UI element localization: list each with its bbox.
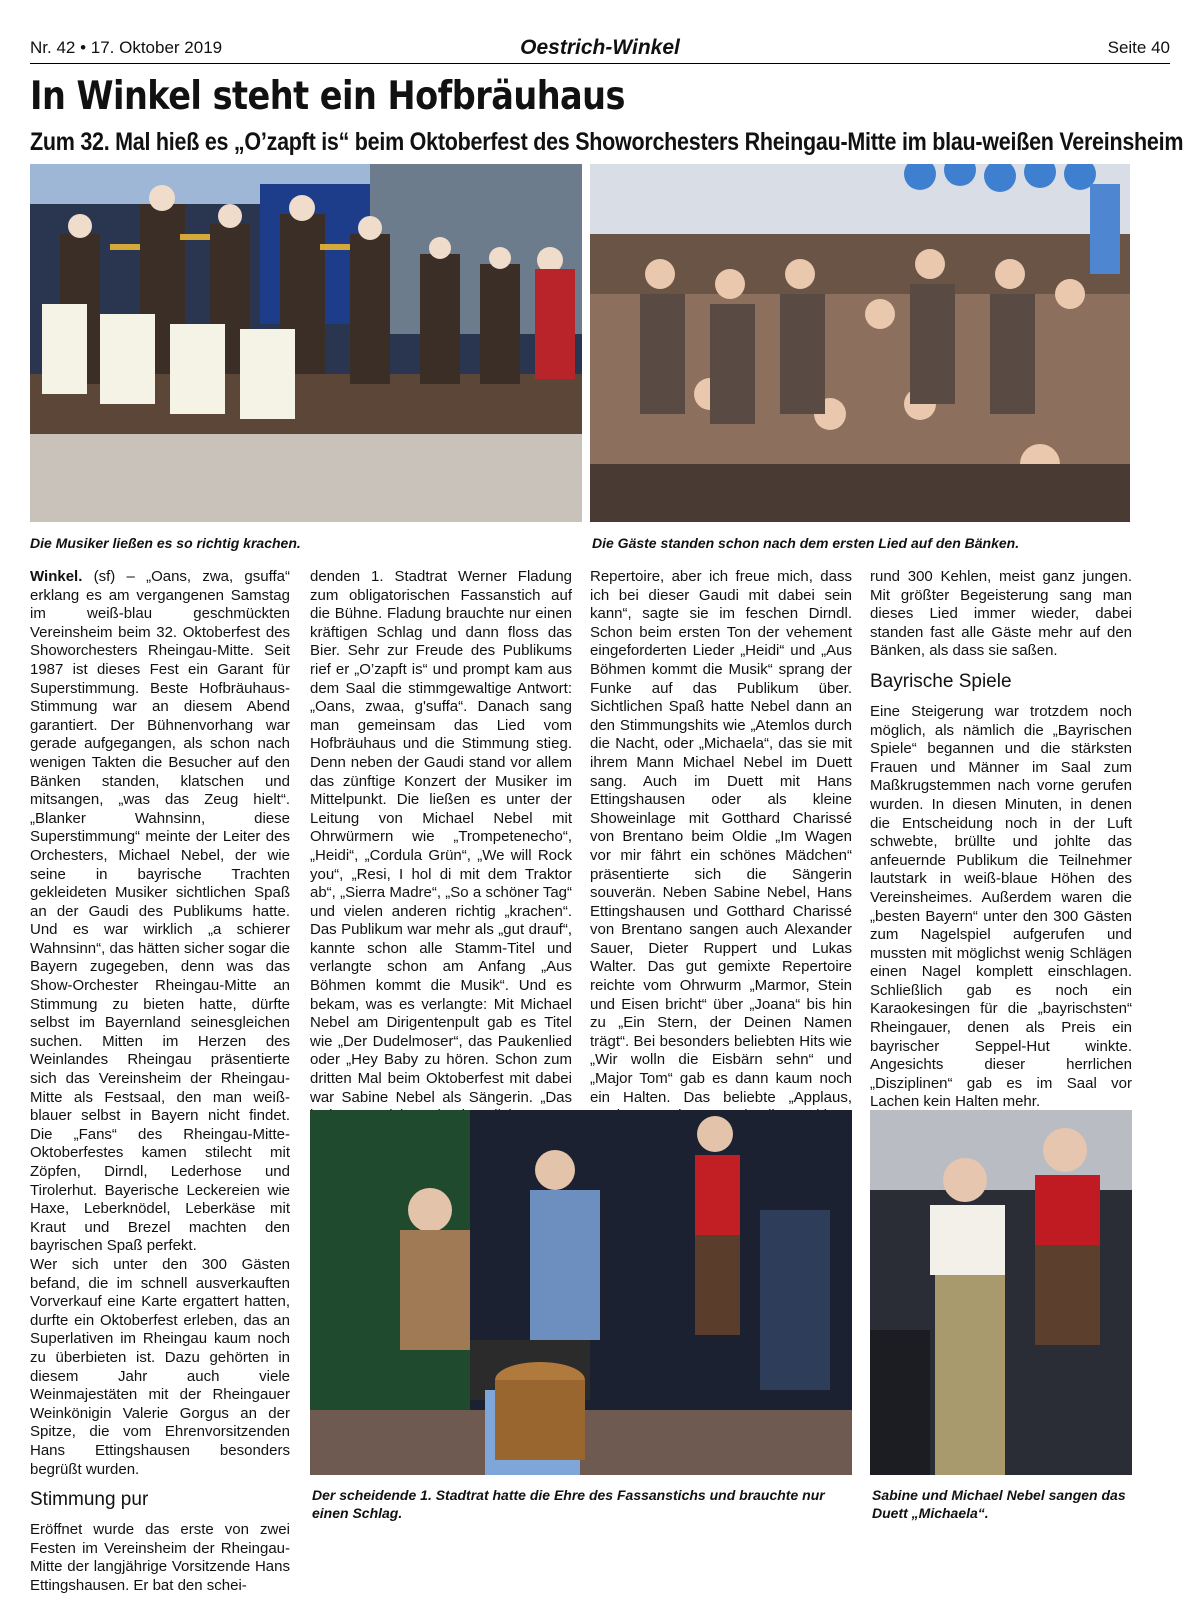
article-column-3 <box>590 568 852 1144</box>
photo-keg-tapping <box>310 1110 852 1475</box>
page-number: Seite 40 <box>1107 38 1170 57</box>
issue-date: Nr. 42 • 17. Oktober 2019 <box>30 38 223 57</box>
subheading-bayrische-spiele: Bayrische Spiele <box>870 670 1012 692</box>
article-column-4 <box>870 568 1132 1112</box>
header-rule <box>30 63 1170 64</box>
caption-photo-keg-tapping: Der scheidende 1. Stadtrat hatte die Ehre des Fassanstichs und brauchte nur einen Schlag. <box>312 1487 825 1521</box>
page-header <box>30 34 1170 64</box>
paragraph: denden 1. Stadtrat Werner Fladung zum obligatorischen Fassanstich auf die Bühne. Fladung brauchte nur einen kräftigen Schlag und dann floss das Bier. Sehr zur Freude des Publikums rief er „O’zapft is“ und prompt kam aus dem Saal die stimmgewaltige Antwort: „Oans, zwaa, g'suffa“. Danach sang man gemeinsam das Lied vom Hofbräuhaus und die Stimmung stieg. Denn neben der Gaudi stand vor allem das zünftige Konzert der Musiker im Mittelpunkt. Die ließen es unter der Leitung von Michael Nebel mit Ohrwürmern wie „Trompetenecho“, „Heidi“, „Cordula Grün“, „We will Rock you“, „Resi, I hol di mit dem Traktor ab“, „Sierra Madre“, „So a schöner Tag“ und vielen anderen richtig „krachen“. Das Publikum war mehr als „gut drauf“, kannte schon alle Stamm-Titel und verlangte schon am Anfang „Aus Böhmen kommt die Musik“. Und es bekam, was es verlangte: Mit Michael Nebel am Dirigentenpult gab es Titel wie „Der Dudelmoser“, das Paukenlied oder „Hey Baby zu hören. Schon zum dritten Mal beim Oktoberfest mit dabei war Sabine Nebel als Sängerin. „Das <box>310 568 572 1106</box>
paragraph: Wer sich unter den 300 Gästen befand, die im schnell ausverkauften Vorverkauf eine Karte ergattert hatten, durfte ein Oktoberfest erleben, das an Superlativen im Rheingau kaum noch zu überbieten ist. Dazu gehörten in diesem Jahr auch viele Weinmajestäten mit der Rheingauer Weinkönigin Valerie Gorgus an der Spitze, die vom Ehrenvorsitzenden Hans Ettingshausen besonders begrüßt wurden. <box>30 1255 290 1478</box>
photo-musicians <box>30 164 582 522</box>
caption-photo-duet: Sabine und Michael Nebel sangen das Duett „Michaela“. <box>872 1487 1126 1521</box>
paragraph: Eine Steigerung war trotzdem noch möglich, als nämlich die „Bayrischen Spiele“ begannen und die stärksten Frauen und Männer im Saal zum Maßkrugstemmen nach vorne gerufen wurden. In diesen Minuten, in denen die Entscheidung noch in der Luft schwebte, brüllte und johlte das anfeuernde Publikum die Teilnehmer lautstark in weiß-blaue Höhen des Vereinsheimes. Außerdem waren die „besten Bayern“ unter den 300 Gästen zum Nagelspiel aufgerufen und mussten mit möglichst wenig Schlägen einen Nagel komplett einschlagen. Schließlich gab es noch ein Karaokesingen für die „bayrischsten“ Rheingauer, denen als Preis ein bayrischer Seppel-Hut winkte. Angesichts dieser herrlichen „Disziplinen“ gab es im Saal vor Lachen kein Halten mehr. <box>870 702 1132 1111</box>
caption-photo-guests: Die Gäste standen schon nach dem ersten Lied auf den Bänken. <box>592 535 1020 551</box>
article-column-2 <box>310 568 572 1126</box>
article-subheadline: Zum 32. Mal hieß es „O’zapft is“ beim Oktoberfest des Showorchesters Rheingau-Mitte im blau-weißen Vereinsheim <box>30 128 1184 156</box>
paragraph: Repertoire, aber ich freue mich, dass ich bei dieser Gaudi mit dabei sein kann“, sagte sie im feschen Dirndl. Schon beim ersten Ton der vehement eingeforderten Lieder „Heidi“ und „Aus Böhmen kommt die Musik“ sprang der Funke auf das Publikum über. Sichtlichen Spaß hatte Nebel dann an den Stimmungshits wie „Atemlos durch die Nacht, oder „Michaela“, das sie mit ihrem Mann Michael Nebel im Duett sang. Auch im Duett mit Hans Ettingshausen oder als kleine Showeinlage mit Gotthard Charissé von Brentano beim Oldie „Im Wagen vor mir fährt ein schönes Mädchen“ präsentierte sich die Sängerin souverän. Neben Sabine Nebel, Hans Ettingshausen und Gotthard Charissé von Brentano sangen auch Alexander Sauer, Dieter Ruppert und Lukas Walter. Das gut gemixte Repertoire reichte vom Ohrwurm „Marmor, Stein und Eisen bricht“ über „Joana“ bis hin zu „Ein Stern, der Deinen Namen trägt“. Bei besonders beliebten Hits wie „Wir wolln die Eisbärn sehn“ und „Major Tom“ gab es dann kaum noch ein Halten. Das beliebte „Applaus, <box>590 568 852 1106</box>
paragraph <box>30 568 290 1256</box>
dateline: Winkel. <box>30 568 83 585</box>
paragraph-text: (sf) – „Oans, zwa, gsuffa“ erklang es am vergangenen Samstag im weiß-blau geschmückten Vereinsheim beim 32. Oktoberfest des Showorchesters Rheingau-Mitte. Seit 1987 ist dieses Fest ein Garant für Superstimmung. Beste Hofbräuhaus-Stimmung war an diesem Abend garantiert. Der Bühnenvorhang war gerade aufgegangen, als schon nach wenigen Takten die Besucher auf den Bänken standen, klatschen und mitsangen, „was das Zeug hielt“. „Blanker Wahnsinn, diese Superstimmung“ meinte der Leiter des Orchesters, Michael Nebel, der wie seine in bayrische Trachten gekleideten Musiker sichtlichen Spaß an der Gaudi des Publikums hatte. Und es war wirklich „a schierer Wahnsinn“, das hätten sicher sogar die Bayern zugegeben, denn was das Show-Orchester Rheingau-Mitte an Stimmung zu bieten hatte, dürfte selbst im Bayernland seinesgleichen suchen. Mitten im Herzen des Weinlandes Rheingau präsentierte sich das Vereinsheim der Rheingau-Mitte als Festsaal, den man weiß-blauer selbst in Bayern nicht findet. Die „Fans“ des Rheingau-Mitte-Oktoberfestes kamen stilecht mit Zöpfen, Dirndl, Lederhose und Tirolerhut. Bayerische Leckereien wie Haxe, Leberknödel, Leberkäse mit Kraut und Brezel machten den bayrischen Spaß perfekt. <box>30 568 290 1255</box>
paragraph: rund 300 Kehlen, meist ganz jungen. Mit größter Begeisterung sang man dieses Lied immer wieder, dabei standen fast alle Gäste mehr auf den Bänken, als dass sie saßen. <box>870 568 1132 660</box>
caption-photo-musicians: Die Musiker ließen es so richtig krachen. <box>30 535 301 551</box>
article-headline: In Winkel steht ein Hofbräuhaus <box>30 74 625 119</box>
photo-duet <box>870 1110 1132 1475</box>
article-column-1 <box>30 568 290 1595</box>
subheading-stimmung-pur: Stimmung pur <box>30 1489 149 1511</box>
town-name: Oestrich-Winkel <box>520 36 680 59</box>
photo-guests <box>590 164 1130 522</box>
paragraph: Eröffnet wurde das erste von zwei Festen im Vereinsheim der Rheingau-Mitte der langjährige Vorsitzende Hans Ettingshausen. Er bat den schei- <box>30 1521 290 1594</box>
